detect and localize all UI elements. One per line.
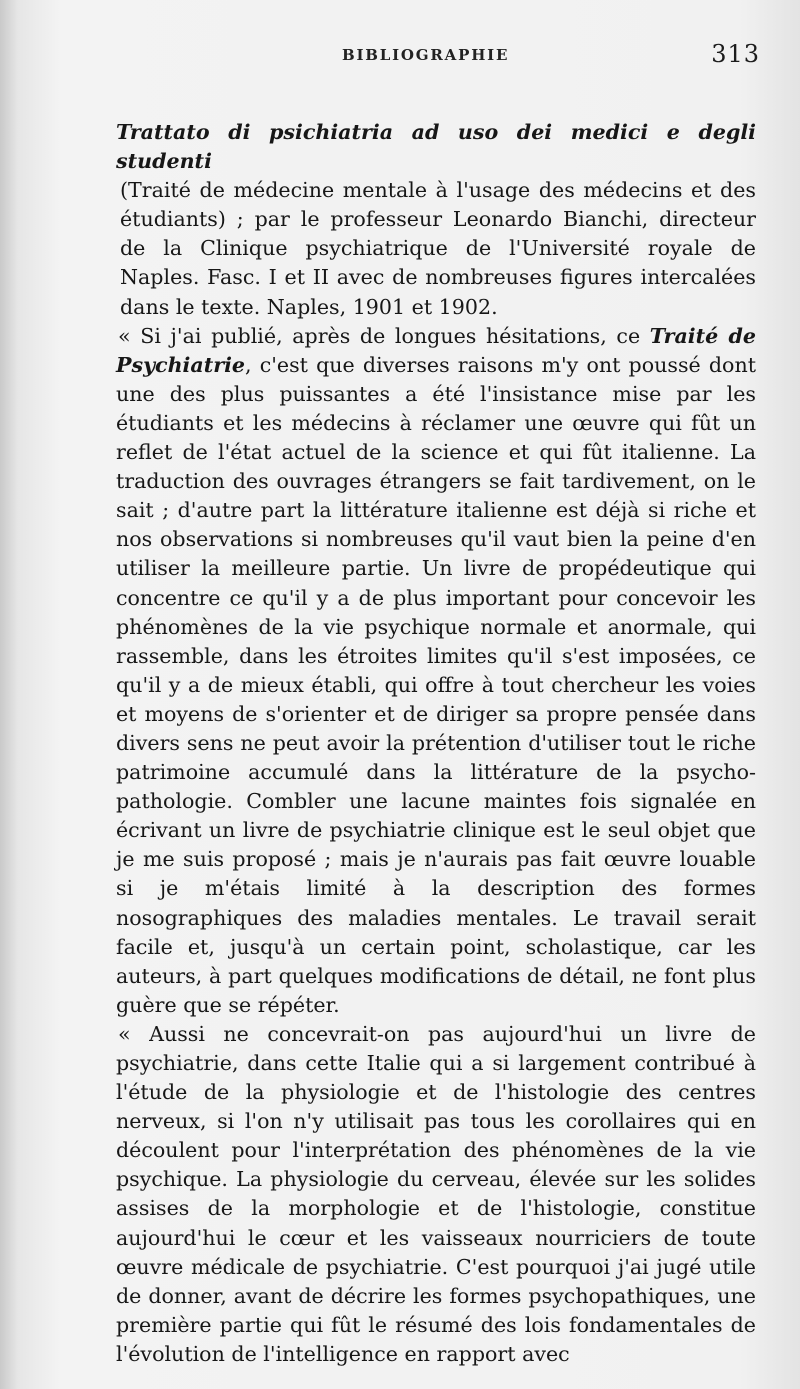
page-number: 313	[711, 40, 760, 68]
paragraph-1-rest: , c'est que diverses raisons m'y ont poussé dont une des plus puissantes a été l'insistance mise par les étudiants et les médecins à réclamer une œuvre qui fût un reflet de l'état actuel de la science et qui fût italienne. La traduction des ouvrages étrangers se fait tardivement, on le sait ; d'autre part la littérature italienne est déjà si riche et nos observations si nombreuses qu'il vaut bien la peine d'en utiliser la meilleure partie. Un livre de propédeutique qui concentre ce qu'il y a de plus important pour concevoir les phénomènes de la vie psychique normale et anormale, qui rassemble, dans les étroites limites qu'il s'est imposées, ce qu'il y a de mieux établi, qui offre à tout chercheur les voies et moyens de s'orienter et de diriger sa propre pensée dans divers sens ne peut avoir la prétention d'utiliser tout le riche patrimoine accumulé dans la littérature de la psycho-pathologie. Combler une lacune maintes fois signalée en écrivant un livre de psychiatrie clinique est le seul objet que je me suis proposé ; mais je n'aurais pas fait œuvre louable si je m'étais limité à la description des formes nosographiques des maladies mentales. Le travail serait facile et, jusqu'à un certain point, scholastique, car les auteurs, à part quelques modifications de détail, ne font plus guère que se répéter.	[116, 352, 756, 1017]
entry-title: Trattato di psichiatria ad uso dei medici e degli studenti	[116, 120, 756, 174]
running-title: BIBLIOGRAPHIE	[342, 46, 510, 64]
book-title-italic: Traité de Psychiatrie	[116, 323, 756, 377]
paragraph-2: « Aussi ne concevrait-on pas aujourd'hui un livre de psychiatrie, dans cette Italie qui a si largement contribué à l'étude de la physiologie et de l'histologie des centres nerveux, si l'on n'y utilisait pas tous les corollaires qui en découlent pour l'interprétation des phénomènes de la vie psychique. La physiologie du cerveau, élevée sur les solides assises de la morphologie et de l'histologie, constitue aujourd'hui le cœur et les vaisseaux nourriciers de toute œuvre médicale de psychiatrie. C'est pourquoi j'ai jugé utile de donner, avant de décrire les formes psychopathiques, une première partie qui fût le résumé des lois fondamentales de l'évolution de l'intelligence en rapport avec	[116, 1021, 756, 1366]
paragraph-1-start: « Si j'ai publié, après de longues hésitations, ce	[118, 323, 650, 348]
entry-description: (Traité de médecine mentale à l'usage des médecins et des étudiants) ; par le professeur Leonardo Bianchi, directeur de la Clinique psychiatrique de l'Université royale de Naples. Fasc. I et II avec de nombreuses figures intercalées dans le texte. Naples, 1901 et 1902.	[120, 178, 756, 319]
body-text	[116, 118, 756, 1369]
paragraph-1	[116, 322, 756, 1020]
page-header	[110, 40, 790, 80]
